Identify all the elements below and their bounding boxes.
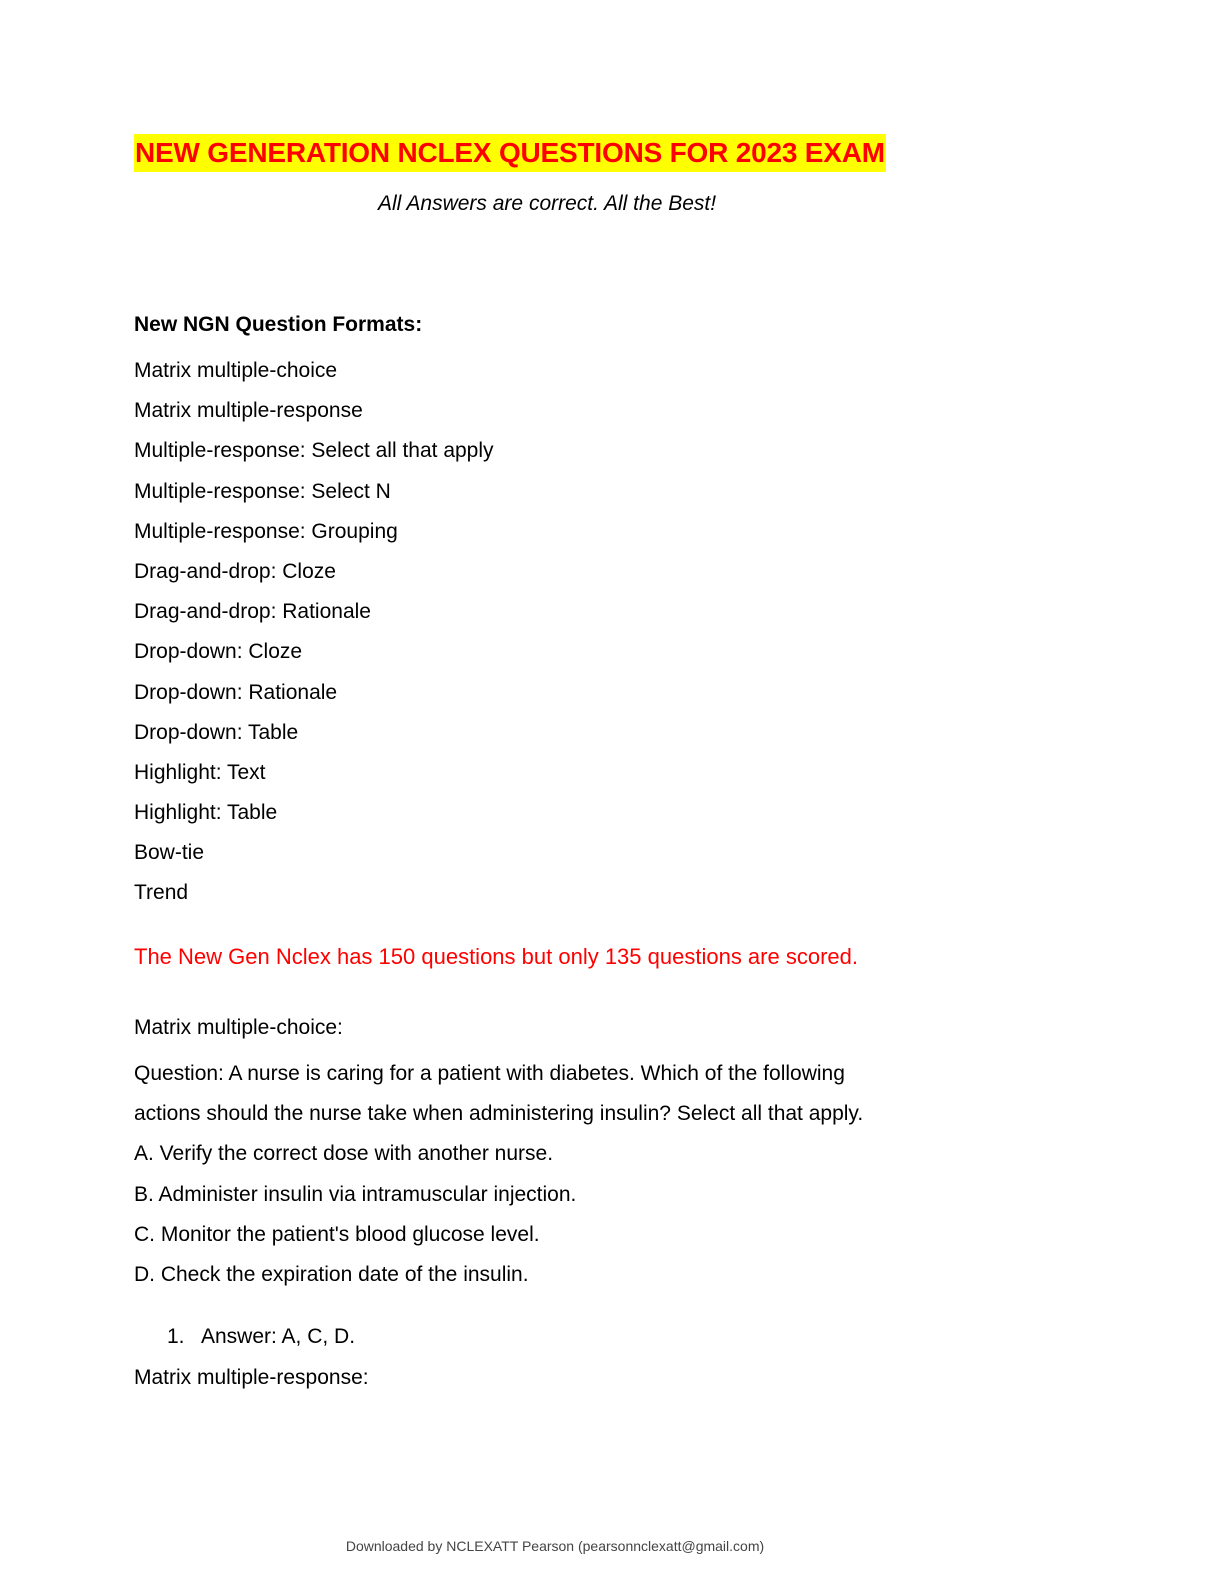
scoring-notice: The New Gen Nclex has 150 questions but only 135 questions are scored. — [134, 944, 858, 969]
format-item: Matrix multiple-response — [134, 399, 363, 423]
section-label-matrix-multiple-response: Matrix multiple-response: — [134, 1366, 369, 1389]
download-footer: Downloaded by NCLEXATT Pearson (pearsonnclexatt@gmail.com) — [345, 1538, 765, 1554]
format-item: Highlight: Text — [134, 760, 266, 784]
format-item: Multiple-response: Select all that apply — [134, 439, 494, 463]
formats-heading: New NGN Question Formats: — [134, 313, 423, 336]
title-block — [134, 134, 886, 172]
format-item: Multiple-response: Grouping — [134, 519, 398, 543]
format-item: Highlight: Table — [134, 801, 278, 825]
formats-list — [134, 351, 494, 914]
answer-option: B. Administer insulin via intramuscular injection. — [134, 1182, 577, 1206]
answer-option: D. Check the expiration date of the insulin. — [134, 1262, 529, 1286]
format-item: Drag-and-drop: Rationale — [134, 600, 371, 624]
answer-option: C. Monitor the patient's blood glucose level. — [134, 1222, 540, 1246]
answer-option: A. Verify the correct dose with another nurse. — [134, 1142, 554, 1166]
answer-item — [167, 1323, 355, 1351]
question-block — [134, 1054, 934, 1295]
format-item: Drag-and-drop: Cloze — [134, 559, 336, 583]
document-subtitle: All Answers are correct. All the Best! — [378, 192, 717, 215]
format-item: Matrix multiple-choice — [134, 359, 338, 382]
question-stem-line: Question: A nurse is caring for a patient with diabetes. Which of the following — [134, 1062, 845, 1085]
section-label-matrix-multiple-choice: Matrix multiple-choice: — [134, 1016, 343, 1039]
format-item: Bow-tie — [134, 841, 205, 865]
answer-number: 1. — [167, 1325, 185, 1348]
format-item: Trend — [134, 881, 189, 905]
answer-text: Answer: A, C, D. — [201, 1325, 356, 1348]
format-item: Drop-down: Cloze — [134, 640, 303, 664]
document-title: NEW GENERATION NCLEX QUESTIONS FOR 2023 EXAM — [134, 134, 886, 172]
question-stem-line: actions should the nurse take when administering insulin? Select all that apply. — [134, 1102, 864, 1126]
format-item: Drop-down: Rationale — [134, 680, 338, 704]
format-item: Multiple-response: Select N — [134, 479, 391, 503]
format-item: Drop-down: Table — [134, 720, 299, 744]
